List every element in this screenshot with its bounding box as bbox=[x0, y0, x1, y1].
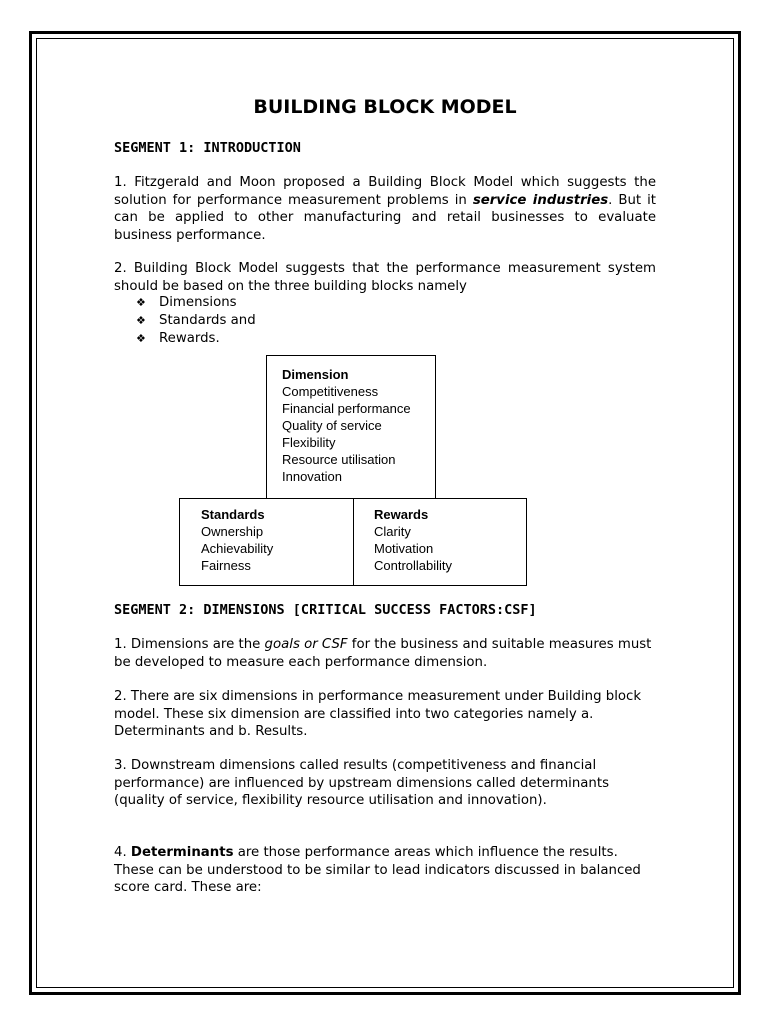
dimension-item: Quality of service bbox=[282, 418, 382, 433]
segment2-paragraph-4: 4. Determinants are those performance areas which influence the results. These can be understood to be similar to lead indicators discussed in balanced score card. These are: bbox=[114, 845, 641, 895]
building-blocks-list bbox=[136, 294, 256, 348]
segment2-paragraph-1: 1. Dimensions are the goals or CSF for the business and suitable measures must be developed to measure each performance dimension. bbox=[114, 637, 652, 670]
determinants-term: Determinants bbox=[130, 845, 234, 860]
segment1-heading: SEGMENT 1: INTRODUCTION bbox=[114, 140, 301, 156]
standards-item: Achievability bbox=[201, 541, 274, 556]
rewards-item: Controllability bbox=[374, 558, 453, 573]
segment1-paragraph-1: 1. Fitzgerald and Moon proposed a Building Block Model which suggests the solution for performance measurement problems in service industries. But it can be applied to other manufacturing and retail businesses to evaluate business performance. bbox=[114, 175, 656, 243]
rewards-item: Motivation bbox=[374, 541, 434, 556]
dimension-block bbox=[266, 355, 436, 499]
standards-heading: Standards bbox=[201, 507, 265, 522]
dimension-item: Financial performance bbox=[282, 401, 411, 416]
dimension-item: Innovation bbox=[282, 469, 342, 484]
standards-item: Fairness bbox=[201, 558, 251, 573]
segment2-paragraph-3: 3. Downstream dimensions called results (competitiveness and financial performance) are influenced by upstream dimensions called determinants (quality of service, flexibility resource utilisation and innovation). bbox=[114, 758, 609, 808]
segment1-paragraph-2: 2. Building Block Model suggests that the performance measurement system should be based on the three building blocks namely bbox=[114, 261, 656, 294]
dimension-heading: Dimension bbox=[282, 367, 349, 382]
dimension-item: Resource utilisation bbox=[282, 452, 396, 467]
page-title: BUILDING BLOCK MODEL bbox=[253, 96, 517, 118]
dimension-item: Flexibility bbox=[282, 435, 336, 450]
segment2-heading: SEGMENT 2: DIMENSIONS [CRITICAL SUCCESS FACTORS:CSF] bbox=[114, 602, 537, 618]
list-item: ❖ Dimensions bbox=[136, 294, 256, 312]
rewards-heading: Rewards bbox=[374, 507, 429, 522]
standards-item: Ownership bbox=[201, 524, 264, 539]
segment2-paragraph-2: 2. There are six dimensions in performance measurement under Building block model. These six dimension are classified into two categories namely a. Determinants and b. Results. bbox=[114, 689, 642, 739]
standards-block bbox=[179, 498, 354, 586]
dimension-item: Competitiveness bbox=[282, 384, 379, 399]
goals-emphasis: goals or CSF bbox=[264, 637, 348, 652]
list-item: ❖ Rewards. bbox=[136, 330, 256, 348]
rewards-block bbox=[353, 498, 527, 586]
rewards-item: Clarity bbox=[374, 524, 411, 539]
service-industries-emphasis: service industries bbox=[472, 192, 609, 208]
list-item: ❖ Standards and bbox=[136, 312, 256, 330]
